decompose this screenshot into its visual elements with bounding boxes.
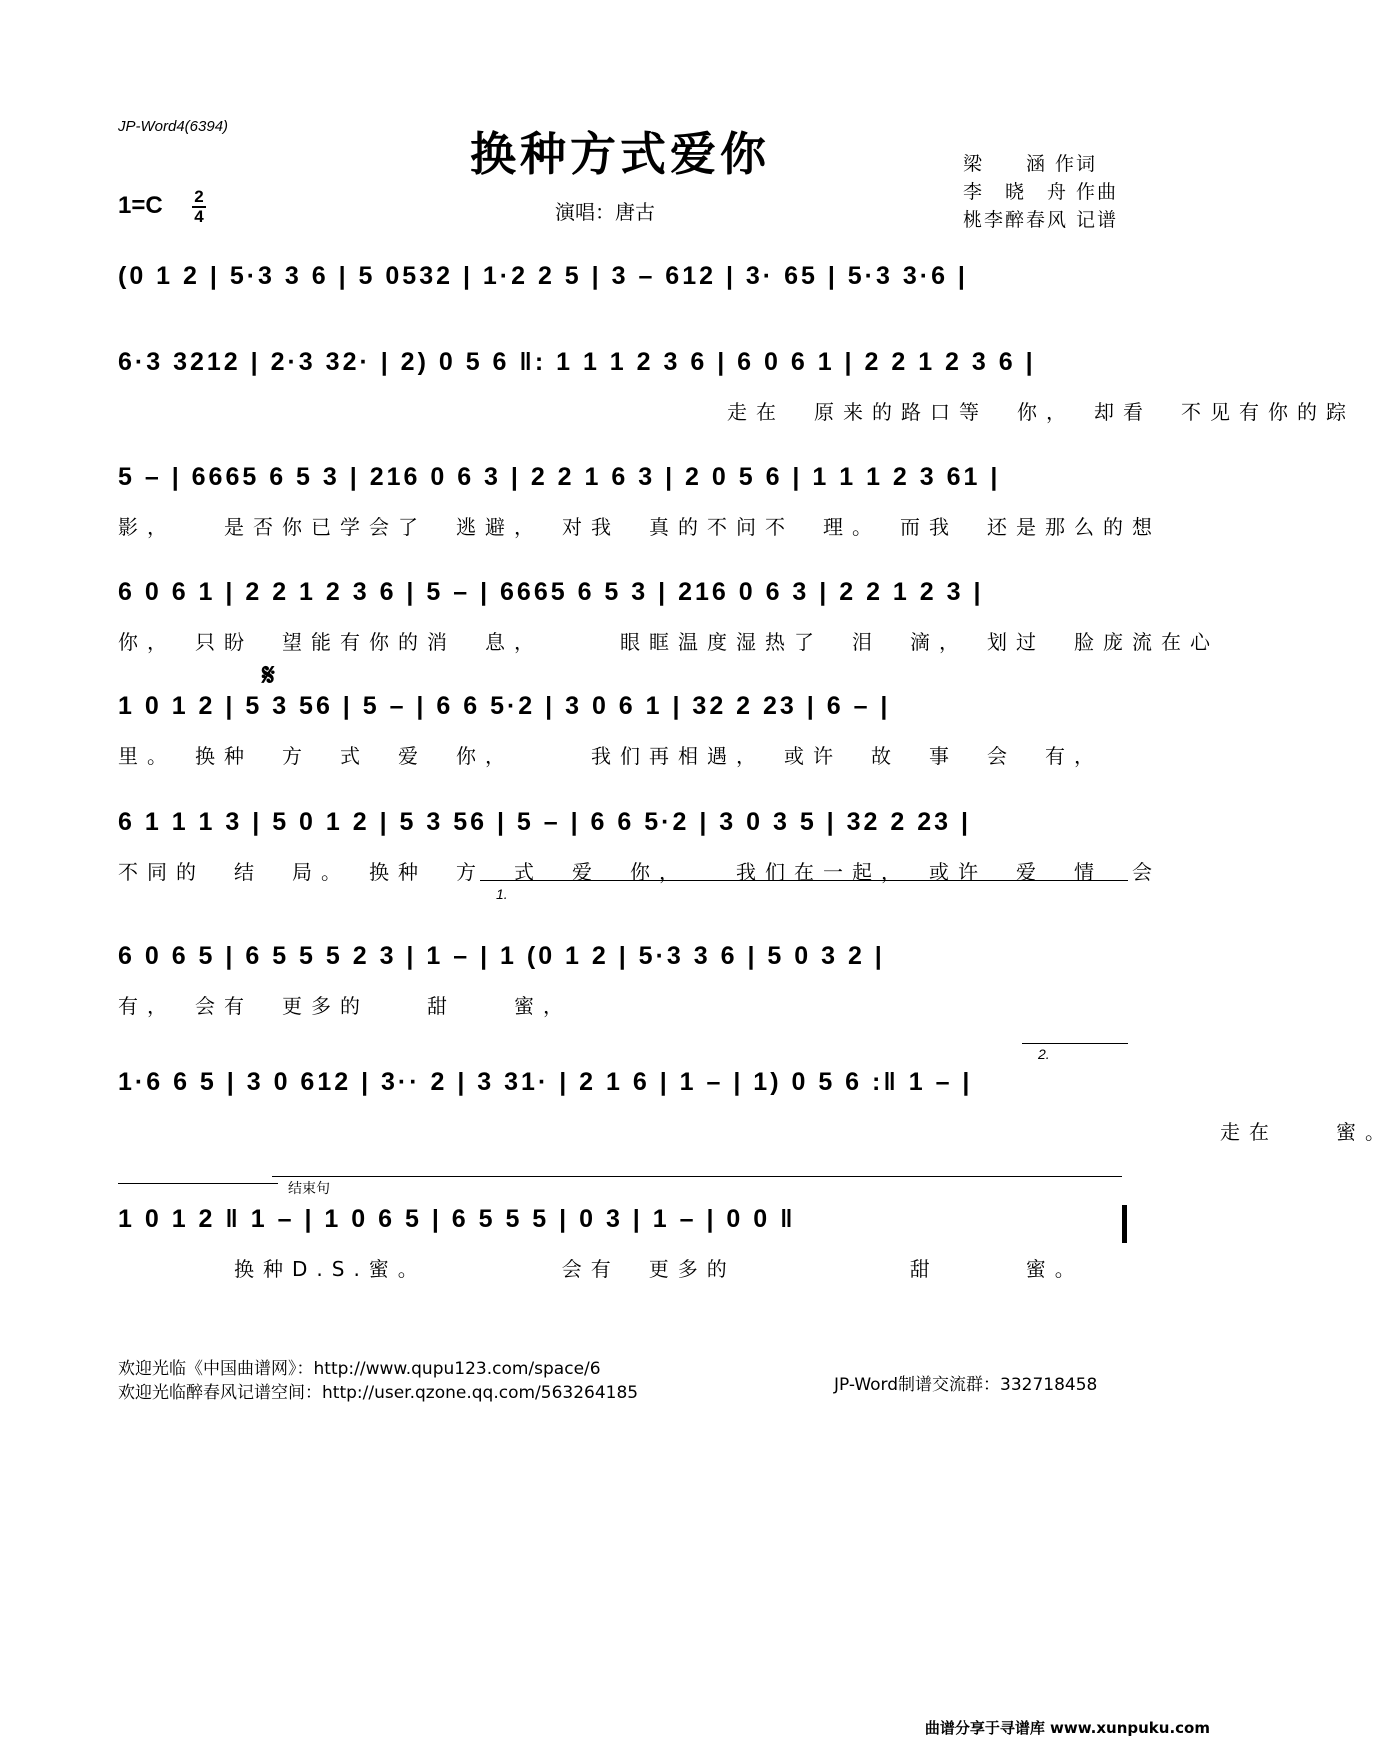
time-signature-top: 2: [194, 187, 204, 206]
transcriber-credit: 桃李醉春风 记谱: [962, 209, 1118, 231]
notes: 6 1 1 1 3 | 5 0 1 2 | 5 3 56 | 5 – | 6 6 5·2 | 3 0 3 5 | 32 2 23 |: [118, 808, 971, 836]
lyricist-credit: 梁 涵 作词: [962, 153, 1097, 175]
credits: [963, 150, 1118, 234]
footer-group: JP-Word制谱交流群：332718458: [834, 1375, 1098, 1395]
footer-link-qzone[interactable]: 欢迎光临醉春风记谱空间：http://user.qzone.qq.com/563264185: [118, 1383, 639, 1403]
volta-1-bracket: [480, 880, 1128, 881]
key-signature: 1=C: [118, 192, 163, 219]
final-barline: [1122, 1205, 1127, 1243]
volta-1-label: 1.: [496, 886, 508, 902]
time-signature-bottom: 4: [194, 207, 204, 226]
watermark: 曲谱分享于寻谱库 www.xunpuku.com: [924, 1719, 1210, 1737]
volta-2-bracket: [1022, 1043, 1128, 1044]
singer: 演唱：唐古: [555, 200, 655, 224]
volta-2-label: 2.: [1038, 1046, 1050, 1062]
notes: 6 0 6 5 | 6 5 5 5 2 3 | 1 – | 1 (0 1 2 | 5·3 3 6 | 5 0 3 2 |: [118, 942, 885, 970]
ending-bracket: [272, 1176, 1122, 1177]
carryover-bracket: [118, 1183, 278, 1184]
notes: 6·3 3212 | 2·3 32· | 2) 0 5 6 ‖: 1 1 1 2 3 6 | 6 0 6 1 | 2 2 1 2 3 6 |: [118, 348, 1036, 376]
footer-link-qupu[interactable]: 欢迎光临《中国曲谱网》：http://www.qupu123.com/space/6: [118, 1359, 601, 1379]
lyrics: 你， 只盼 望能有你的消 息， 眼眶温度湿热了 泪 滴， 划过 脸庞流在心: [118, 630, 1219, 654]
lyrics: 影， 是否你已学会了 逃避， 对我 真的不问不 理。 而我 还是那么的想: [118, 515, 1161, 539]
notes: 1 0 1 2 ‖ 1 – | 1 0 6 5 | 6 5 5 5 | 0 3 | 1 – | 0 0 ‖: [118, 1205, 796, 1233]
notes: 6 0 6 1 | 2 2 1 2 3 6 | 5 – | 6665 6 5 3 | 216 0 6 3 | 2 2 1 2 3 |: [118, 578, 984, 606]
lyrics: 走在 蜜。: [118, 1120, 1394, 1144]
lyrics: 有， 会有 更多的 甜 蜜，: [118, 994, 572, 1018]
segno-icon: 𝄋: [262, 658, 275, 693]
footer-links: [118, 1357, 638, 1405]
notes: (0 1 2 | 5·3 3 6 | 5 0532 | 1·2 2 5 | 3 – 612 | 3· 65 | 5·3 3·6 |: [118, 262, 968, 290]
page-title: 换种方式爱你: [470, 127, 770, 181]
software-label: JP-Word4(6394): [118, 118, 229, 135]
composer-credit: 李 晓 舟 作曲: [962, 181, 1118, 203]
notes: 5 – | 6665 6 5 3 | 216 0 6 3 | 2 2 1 6 3 | 2 0 5 6 | 1 1 1 2 3 61 |: [118, 463, 1001, 491]
notes: 1·6 6 5 | 3 0 612 | 3·· 2 | 3 31· | 2 1 6 | 1 – | 1) 0 5 6 :‖ 1 – |: [118, 1068, 973, 1096]
lyrics: 不同的 结 局。 换种 方 式 爱 你， 我们在一起， 或许 爱 情 会: [118, 860, 1161, 884]
time-signature: [192, 188, 206, 226]
lyrics: 走在 原来的路口等 你， 却看 不见有你的踪: [118, 400, 1355, 424]
lyrics: 里。 换种 方 式 爱 你， 我们再相遇， 或许 故 事 会 有，: [118, 744, 1103, 768]
notes: 1 0 1 2 | 5 3 56 | 5 – | 6 6 5·2 | 3 0 6 1 | 32 2 23 | 6 – |: [118, 692, 891, 720]
lyrics: 换种D.S.蜜。 会有 更多的 甜 蜜。: [118, 1257, 1084, 1281]
ending-label: 结束句: [288, 1180, 330, 1196]
